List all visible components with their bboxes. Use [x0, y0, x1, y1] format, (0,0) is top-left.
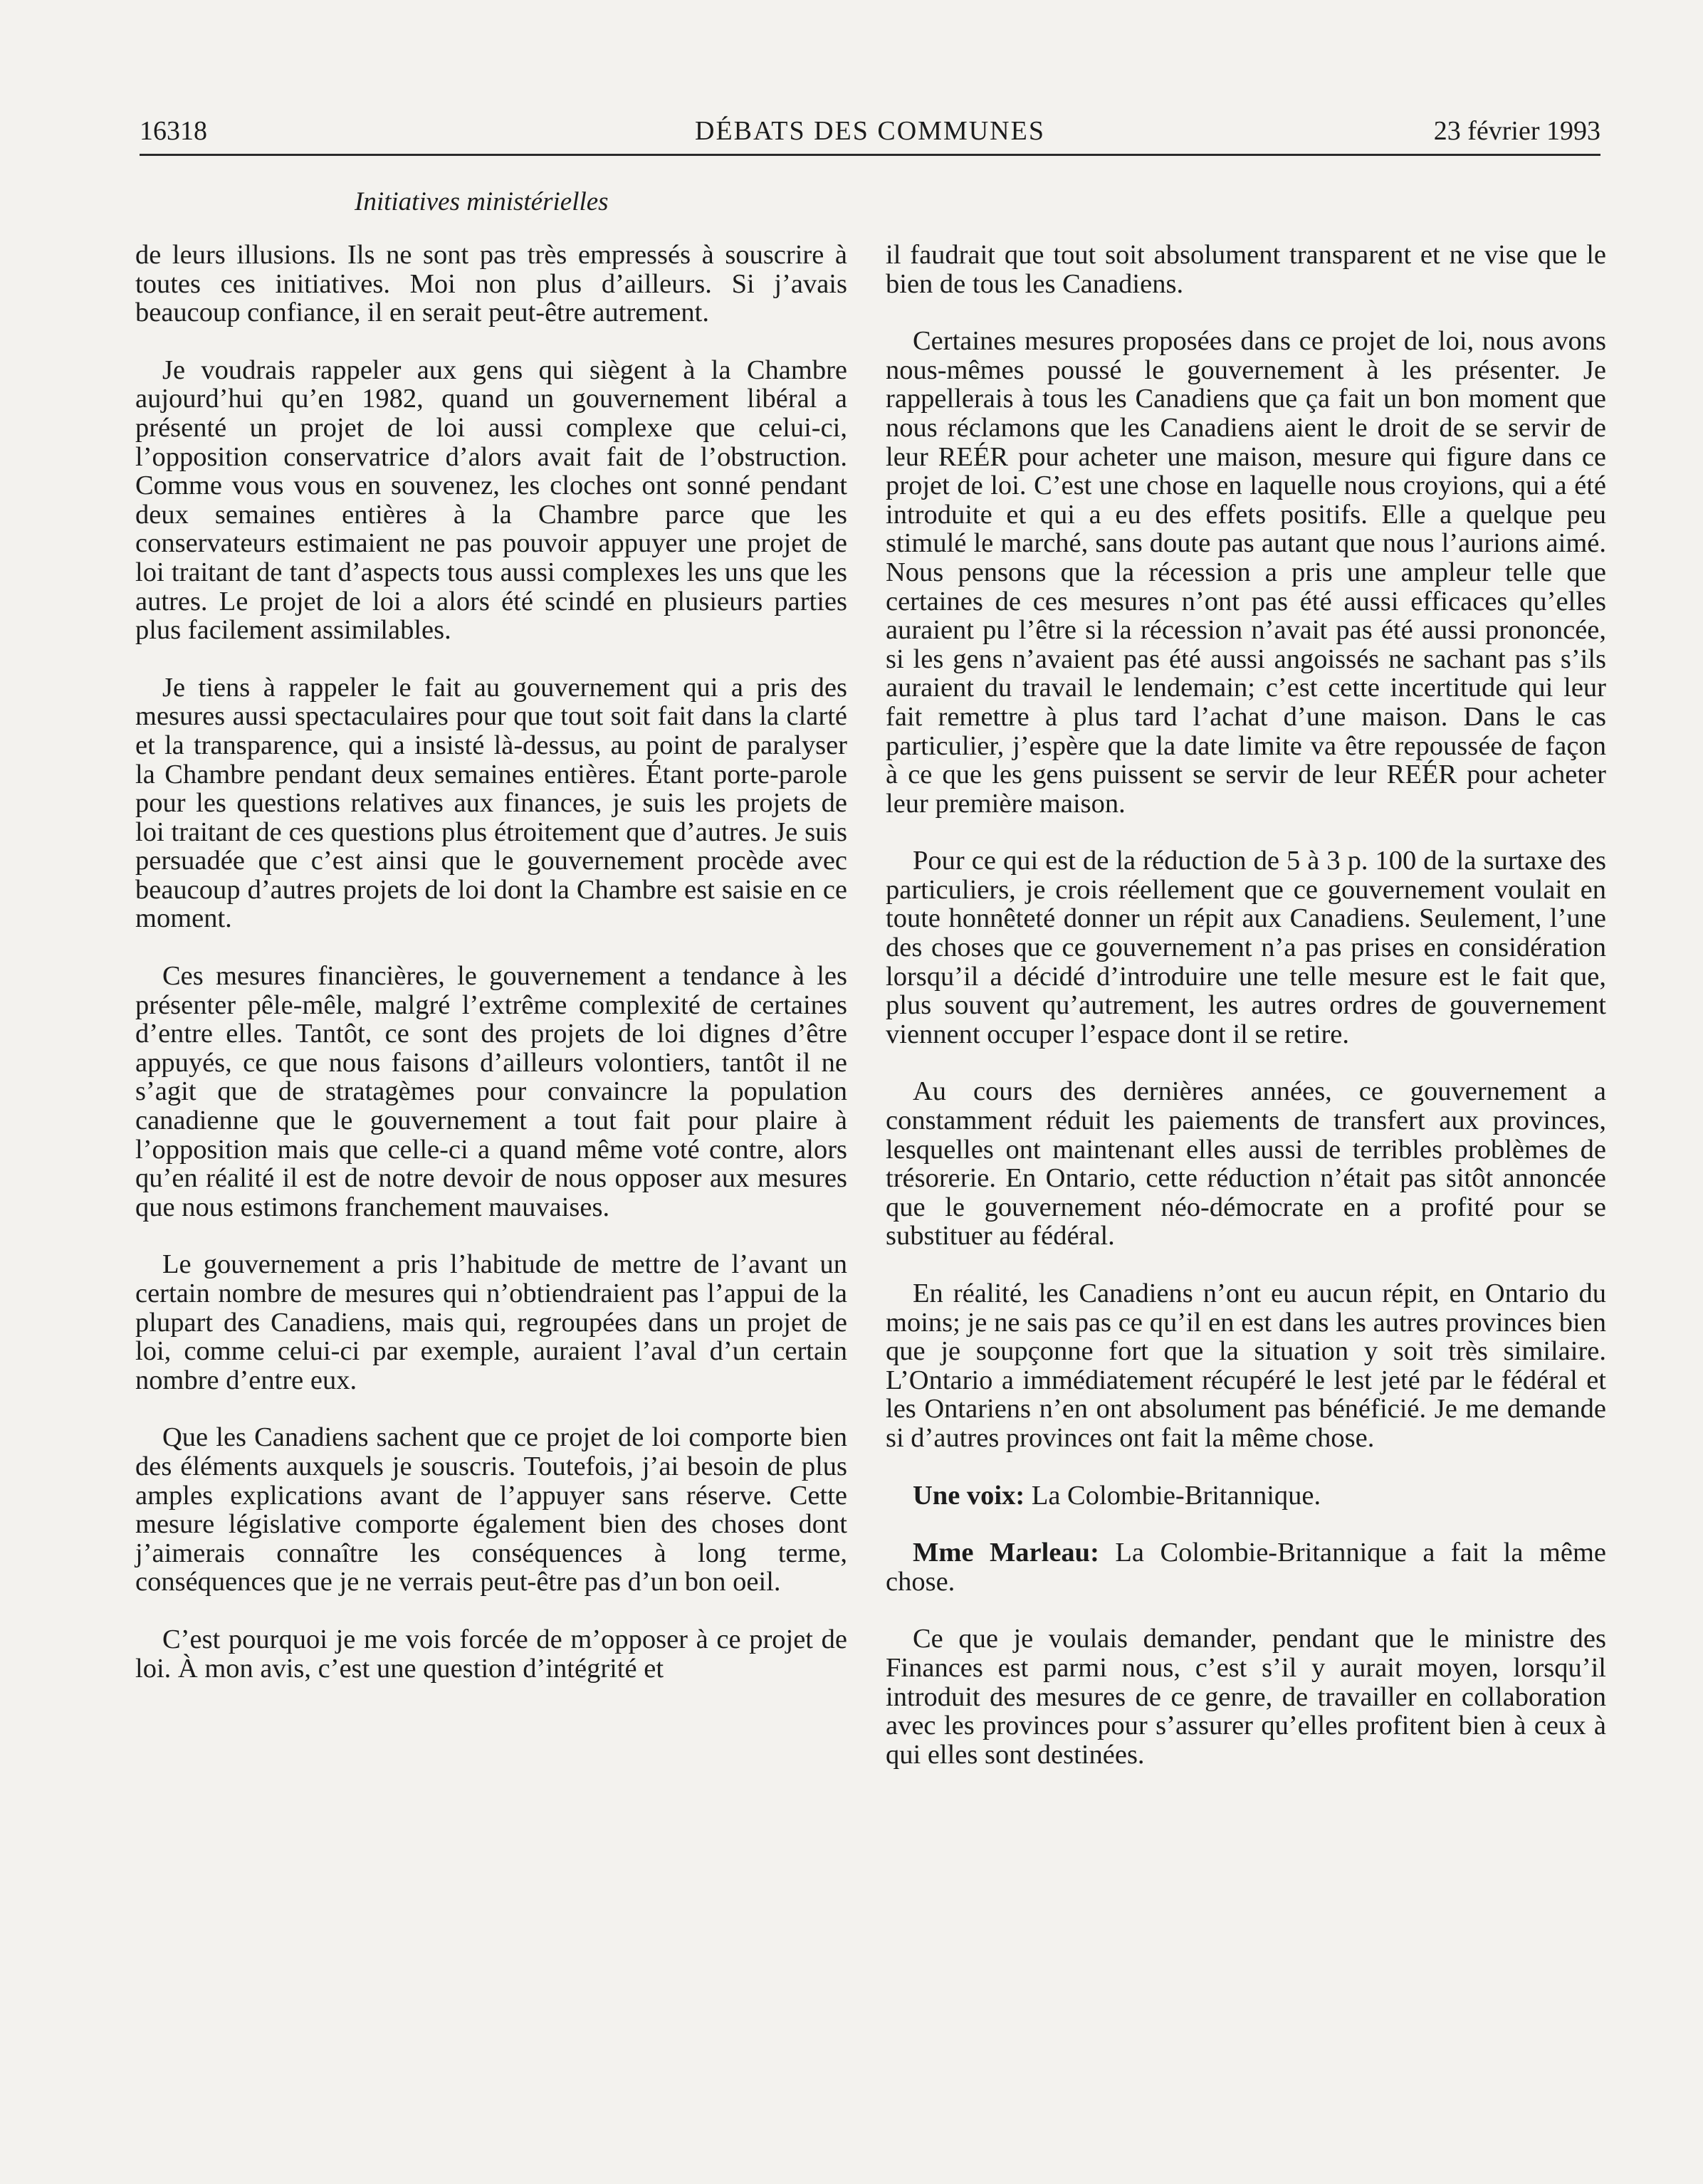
page-date: 23 février 1993 [1433, 116, 1600, 146]
paragraph: Je tiens à rappeler le fait au gouvernement qui a pris des mesures aussi spectaculaires pour que tout soit fait dans la clarté et la transparence, qui a insisté là-dessus, au point de paralyser la Chambre pendant deux semaines entières. Étant porte-parole pour les questions relatives aux finances, je suis les projets de loi traitant de ces questions plus étroitement que d’autres. Je suis persuadée que c’est ainsi que le gouvernement procède avec beaucoup d’autres projets de loi dont la Chambre est saisie en ce moment. [135, 672, 847, 934]
paragraph: Certaines mesures proposées dans ce projet de loi, nous avons nous-mêmes poussé le gouvernement à les présenter. Je rappellerais à tous les Canadiens que ça fait un bon moment que nous réclamons que les Canadiens aient le droit de se servir de leur REÉR pour acheter une maison, mesure qui figure dans ce projet de loi. C’est une chose en laquelle nous croyions, qui a été introduite et qui a eu des effets positifs. Elle a quelque peu stimulé le marché, sans doute pas autant que nous l’aurions aimé. Nous pensons que la récession a pris une ampleur telle que certaines de ces mesures n’ont pas été aussi efficaces qu’elles auraient pu l’être si la récession n’avait pas été aussi prononcée, si les gens n’avaient pas été aussi angoissés ne sachant pas s’ils auraient du travail le lendemain; c’est cette incertitude qui leur fait remettre à plus tard l’achat d’une maison. Dans le cas particulier, j’espère que la date limite va être repoussée de façon à ce que les gens puissent se servir de leur REÉR pour acheter leur première maison. [886, 326, 1606, 819]
paragraph: C’est pourquoi je me vois forcée de m’opposer à ce projet de loi. À mon avis, c’est une question d’intégrité et [135, 1624, 847, 1684]
journal-title: DÉBATS DES COMMUNES [695, 116, 1045, 146]
speech-paragraph [886, 1538, 1606, 1596]
paragraph: Je voudrais rappeler aux gens qui siègent à la Chambre aujourd’hui qu’en 1982, quand un gouvernement libéral a présenté un projet de loi aussi complexe que celui-ci, l’opposition conservatrice d’alors avait fait de l’obstruction. Comme vous vous en souvenez, les cloches ont sonné pendant deux semaines entières à la Chambre parce que les conservateurs estimaient ne pas pouvoir appuyer une projet de loi traitant de tant d’aspects tous aussi complexes les uns que les autres. Le projet de loi a alors été scindé en plusieurs parties plus facilement assimilables. [135, 355, 847, 646]
paragraph: Que les Canadiens sachent que ce projet de loi comporte bien des éléments auxquels je souscris. Toutefois, j’ai besoin de plus amples explications avant de l’appuyer sans réserve. Cette mesure législative comporte également bien des choses dont j’aimerais connaître les conséquences à long terme, conséquences que je ne verrais peut-être pas d’un bon oeil. [135, 1422, 847, 1597]
speech-text: La Colombie-Britannique a fait la même chose. [886, 1538, 1606, 1597]
paragraph: Pour ce qui est de la réduction de 5 à 3 p. 100 de la surtaxe des particuliers, je crois réellement que ce gouvernement voulait en toute honnêteté donner un répit aux Canadiens. Seulement, l’une des choses que ce gouvernement n’a pas prises en considération lorsqu’il a décidé d’introduire une telle mesure est le fait que, plus souvent qu’autrement, les autres ordres de gouvernement viennent occuper l’espace dont il se retire. [886, 846, 1606, 1049]
section-title: Initiatives ministérielles [355, 187, 609, 216]
page-number: 16318 [140, 116, 207, 146]
speech-paragraph [886, 1481, 1606, 1511]
left-column [135, 241, 847, 1711]
speaker-name: Mme Marleau: [913, 1538, 1099, 1568]
paragraph: Ce que je voulais demander, pendant que le ministre des Finances est parmi nous, c’est s’il y aurait moyen, lorsqu’il introduit des mesures de ce genre, de travailler en collaboration avec les provinces pour s’assurer qu’elles profitent bien à ceux à qui elles sont destinées. [886, 1624, 1606, 1770]
right-column [886, 241, 1606, 1797]
paragraph: Ces mesures financières, le gouvernement a tendance à les présenter pêle-mêle, malgré l’extrême complexité de certaines d’entre elles. Tantôt, ce sont des projets de loi dignes d’être appuyés, ce que nous faisons d’ailleurs volontiers, tantôt il ne s’agit que de stratagèmes pour convaincre la population canadienne que le gouvernement a tout fait pour plaire à l’opposition mais que celle-ci a quand même voté contre, alors qu’en réalité il est de notre devoir de nous opposer aux mesures que nous estimons franchement mauvaises. [135, 961, 847, 1222]
speech-text: La Colombie-Britannique. [1031, 1480, 1321, 1511]
paragraph: Le gouvernement a pris l’habitude de mettre de l’avant un certain nombre de mesures qui n’obtiendraient pas l’appui de la plupart des Canadiens, mais qui, regroupées dans un projet de loi, comme celui-ci par exemple, auraient l’aval d’un certain nombre d’entre eux. [135, 1249, 847, 1395]
paragraph: il faudrait que tout soit absolument transparent et ne vise que le bien de tous les Canadiens. [886, 240, 1606, 299]
paragraph: de leurs illusions. Ils ne sont pas très empressés à souscrire à toutes ces initiatives. Moi non plus d’ailleurs. Si j’avais beaucoup confiance, il en serait peut-être autrement. [135, 240, 847, 328]
paragraph: En réalité, les Canadiens n’ont eu aucun répit, en Ontario du moins; je ne sais pas ce qu’il en est dans les autres provinces bien que je soupçonne fort que la situation y soit très similaire. L’Ontario a immédiatement récupéré le lest jeté par le fédéral et les Ontariens n’en ont absolument pas bénéficié. Je me demande si d’autres provinces ont fait la même chose. [886, 1279, 1606, 1453]
speaker-name: Une voix: [913, 1480, 1025, 1511]
paragraph: Au cours des dernières années, ce gouvernement a constamment réduit les paiements de transfert aux provinces, lesquelles ont maintenant elles aussi de terribles problèmes de trésorerie. En Ontario, cette réduction n’était pas sitôt annoncée que le gouvernement néo-démocrate en a profité pour se substituer au fédéral. [886, 1076, 1606, 1251]
page-header [140, 112, 1600, 156]
